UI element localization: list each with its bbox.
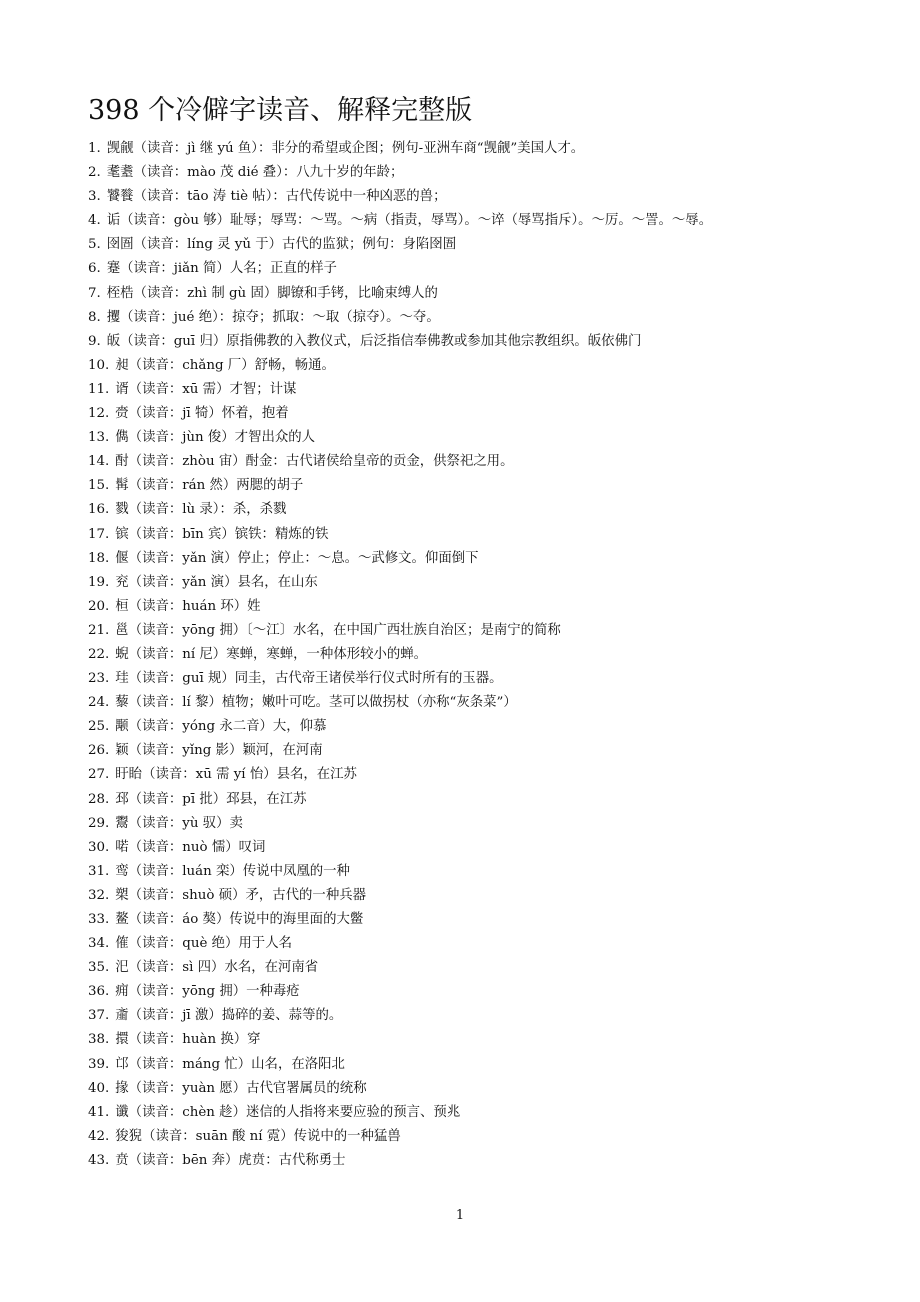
entry-text: 偃（读音：yǎn 演）停止；停止：～息。～武修文。仰面倒下 xyxy=(115,550,479,566)
list-item xyxy=(88,474,828,498)
entry-number: 14. xyxy=(88,454,110,470)
entry-text: 齑（读音：jī 激）捣碎的姜、蒜等的。 xyxy=(115,1008,343,1024)
entry-number: 39. xyxy=(88,1056,110,1072)
entry-number: 29. xyxy=(88,815,110,831)
list-item xyxy=(88,354,828,378)
page-number: 1 xyxy=(455,1208,465,1223)
entry-number: 9. xyxy=(88,333,101,349)
entry-number: 16. xyxy=(88,502,110,518)
entry-number: 40. xyxy=(88,1080,110,1096)
entry-text: 擐（读音：huàn 换）穿 xyxy=(115,1032,261,1048)
entry-text: 蹇（读音：jiǎn 简）人名；正直的样子 xyxy=(106,261,337,277)
entry-text: 汜（读音：sì 四）水名，在河南省 xyxy=(115,960,319,976)
list-item xyxy=(88,884,828,908)
entry-text: 贲（读音：bēn 奔）虎贲：古代称勇士 xyxy=(115,1152,346,1168)
entry-text: 槊（读音：shuò 硕）矛，古代的一种兵器 xyxy=(115,887,366,903)
entry-number: 43. xyxy=(88,1152,110,1168)
entry-number: 34. xyxy=(88,936,110,952)
list-item xyxy=(88,498,828,522)
entry-number: 22. xyxy=(88,646,110,662)
list-item xyxy=(88,1028,828,1052)
entry-text: 喏（读音：nuò 懦）叹词 xyxy=(115,839,266,855)
entry-text: 饕餮（读音：tāo 涛 tiè 帖）：古代传说中一种凶恶的兽； xyxy=(106,189,447,205)
list-item xyxy=(88,571,828,595)
list-item xyxy=(88,1149,828,1173)
list-item xyxy=(88,209,828,233)
entry-number: 36. xyxy=(88,984,110,1000)
entry-number: 27. xyxy=(88,767,110,783)
entry-number: 31. xyxy=(88,863,110,879)
list-item xyxy=(88,836,828,860)
entry-list xyxy=(88,137,828,1173)
list-item xyxy=(88,547,828,571)
document-title: 398 个冷僻字读音、解释完整版 xyxy=(88,95,473,126)
entry-number: 20. xyxy=(88,598,110,614)
entry-text: 狻猊（读音：suān 酸 ní 霓）传说中的一种猛兽 xyxy=(115,1128,401,1144)
list-item xyxy=(88,306,828,330)
entry-text: 鳌（读音：áo 獒）传说中的海里面的大鳖 xyxy=(115,912,364,927)
list-item xyxy=(88,908,828,932)
list-item xyxy=(88,812,828,836)
entry-text: 镔（读音：bīn 宾）镔铁：精炼的铁 xyxy=(115,526,329,542)
entry-number: 2. xyxy=(88,165,101,181)
list-item xyxy=(88,860,828,884)
entry-number: 3. xyxy=(88,189,101,205)
list-item xyxy=(88,523,828,547)
list-item xyxy=(88,402,828,426)
entry-number: 41. xyxy=(88,1104,110,1120)
list-item xyxy=(88,667,828,691)
entry-number: 21. xyxy=(88,622,110,638)
list-item xyxy=(88,1101,828,1125)
list-item xyxy=(88,1125,828,1149)
entry-text: 珪（读音：guī 规）同圭，古代帝王诸侯举行仪式时所有的玉器。 xyxy=(115,671,503,687)
entry-number: 15. xyxy=(88,478,110,494)
entry-number: 7. xyxy=(88,285,101,301)
list-item xyxy=(88,450,828,474)
entry-number: 30. xyxy=(88,839,110,855)
list-item xyxy=(88,282,828,306)
list-item xyxy=(88,1053,828,1077)
entry-number: 38. xyxy=(88,1032,110,1048)
entry-number: 19. xyxy=(88,574,110,590)
entry-text: 皈（读音：guī 归）原指佛教的入教仪式，后泛指信奉佛教或参加其他宗教组织。皈依佛门 xyxy=(106,333,642,349)
list-item xyxy=(88,715,828,739)
list-item xyxy=(88,595,828,619)
entry-text: 邙（读音：máng 忙）山名，在洛阳北 xyxy=(115,1056,345,1072)
list-item xyxy=(88,980,828,1004)
entry-text: 耄耋（读音：mào 茂 dié 叠）：八九十岁的年龄； xyxy=(106,165,404,181)
entry-text: 髯（读音：rán 然）两腮的胡子 xyxy=(115,478,304,494)
entry-number: 13. xyxy=(88,430,110,446)
entry-text: 邳（读音：pī 批）邳县，在江苏 xyxy=(115,791,307,807)
entry-number: 28. xyxy=(88,791,110,807)
entry-number: 10. xyxy=(88,357,110,373)
list-item xyxy=(88,1077,828,1101)
entry-text: 赍（读音：jī 犄）怀着，抱着 xyxy=(115,406,289,422)
entry-text: 傕（读音：què 绝）用于人名 xyxy=(115,936,292,952)
entry-number: 24. xyxy=(88,695,110,711)
entry-number: 12. xyxy=(88,406,110,422)
entry-text: 觊觎（读音：jì 继 yú 鱼）：非分的希望或企图；例句-亚洲车商“觊觎”美国人才。 xyxy=(106,141,585,156)
entry-number: 18. xyxy=(88,550,110,566)
entry-number: 1. xyxy=(88,141,101,156)
list-item xyxy=(88,932,828,956)
entry-text: 昶（读音：chǎng 厂）舒畅，畅通。 xyxy=(115,357,335,373)
list-item xyxy=(88,378,828,402)
list-item xyxy=(88,426,828,450)
entry-text: 邕（读音：yōng 拥）〔～江〕水名，在中国广西壮族自治区；是南宁的简称 xyxy=(115,622,561,638)
entry-number: 11. xyxy=(88,381,110,397)
list-item xyxy=(88,257,828,281)
entry-text: 掾（读音：yuàn 愿）古代官署属员的统称 xyxy=(115,1080,367,1096)
entry-text: 蜺（读音：ní 尼）寒蝉，寒蝉，一种体形较小的蝉。 xyxy=(115,646,428,662)
entry-text: 桓（读音：huán 环）姓 xyxy=(115,598,261,614)
entry-text: 酎（读音：zhòu 宙）酎金：古代诸侯给皇帝的贡金，供祭祀之用。 xyxy=(115,454,514,470)
list-item xyxy=(88,763,828,787)
entry-number: 6. xyxy=(88,261,101,277)
entry-number: 37. xyxy=(88,1008,110,1024)
entry-number: 4. xyxy=(88,213,101,229)
list-item xyxy=(88,691,828,715)
list-item xyxy=(88,739,828,763)
entry-text: 颖（读音：yǐng 影）颖河，在河南 xyxy=(115,743,323,759)
entry-text: 谞（读音：xū 需）才智；计谋 xyxy=(115,381,297,397)
entry-text: 鬻（读音：yù 驭）卖 xyxy=(115,815,243,831)
entry-text: 鸾（读音：luán 栾）传说中凤凰的一种 xyxy=(115,863,350,879)
entry-text: 戮（读音：lù 录）：杀，杀戮 xyxy=(115,502,287,518)
entry-text: 桎梏（读音：zhì 制 gù 固）脚镣和手铐，比喻束缚人的 xyxy=(106,285,438,301)
entry-text: 诟（读音：gòu 够）耻辱；辱骂：～骂。～病（指责，辱骂）。～谇（辱骂指斥）。～厉。～詈。～辱。 xyxy=(106,213,713,229)
entry-text: 攫（读音：jué 绝）：掠夺；抓取：～取（掠夺）。～夺。 xyxy=(106,309,440,325)
entry-number: 32. xyxy=(88,887,110,903)
entry-number: 23. xyxy=(88,671,110,687)
entry-text: 盱眙（读音：xū 需 yí 怡）县名，在江苏 xyxy=(115,767,357,783)
list-item xyxy=(88,185,828,209)
list-item xyxy=(88,233,828,257)
entry-number: 17. xyxy=(88,526,110,542)
list-item xyxy=(88,788,828,812)
list-item xyxy=(88,619,828,643)
list-item xyxy=(88,956,828,980)
entry-number: 33. xyxy=(88,912,110,927)
entry-text: 囹圄（读音：líng 灵 yǔ 于）古代的监狱；例句：身陷囹圄 xyxy=(106,237,457,253)
list-item xyxy=(88,137,828,161)
entry-number: 26. xyxy=(88,743,110,759)
entry-number: 35. xyxy=(88,960,110,976)
entry-number: 8. xyxy=(88,309,101,325)
entry-text: 兖（读音：yǎn 演）县名，在山东 xyxy=(115,574,318,590)
entry-text: 颙（读音：yóng 永二音）大，仰慕 xyxy=(115,719,327,735)
entry-text: 儁（读音：jùn 俊）才智出众的人 xyxy=(115,430,316,446)
list-item xyxy=(88,330,828,354)
entry-number: 5. xyxy=(88,237,101,253)
entry-text: 痈（读音：yōng 拥）一种毒疮 xyxy=(115,984,300,1000)
entry-text: 谶（读音：chèn 趁）迷信的人指将来要应验的预言、预兆 xyxy=(115,1104,461,1120)
list-item xyxy=(88,1004,828,1028)
entry-text: 藜（读音：lí 黎）植物；嫩叶可吃。茎可以做拐杖（亦称“灰条菜”） xyxy=(115,695,517,711)
list-item xyxy=(88,161,828,185)
list-item xyxy=(88,643,828,667)
entry-number: 25. xyxy=(88,719,110,735)
entry-number: 42. xyxy=(88,1128,110,1144)
